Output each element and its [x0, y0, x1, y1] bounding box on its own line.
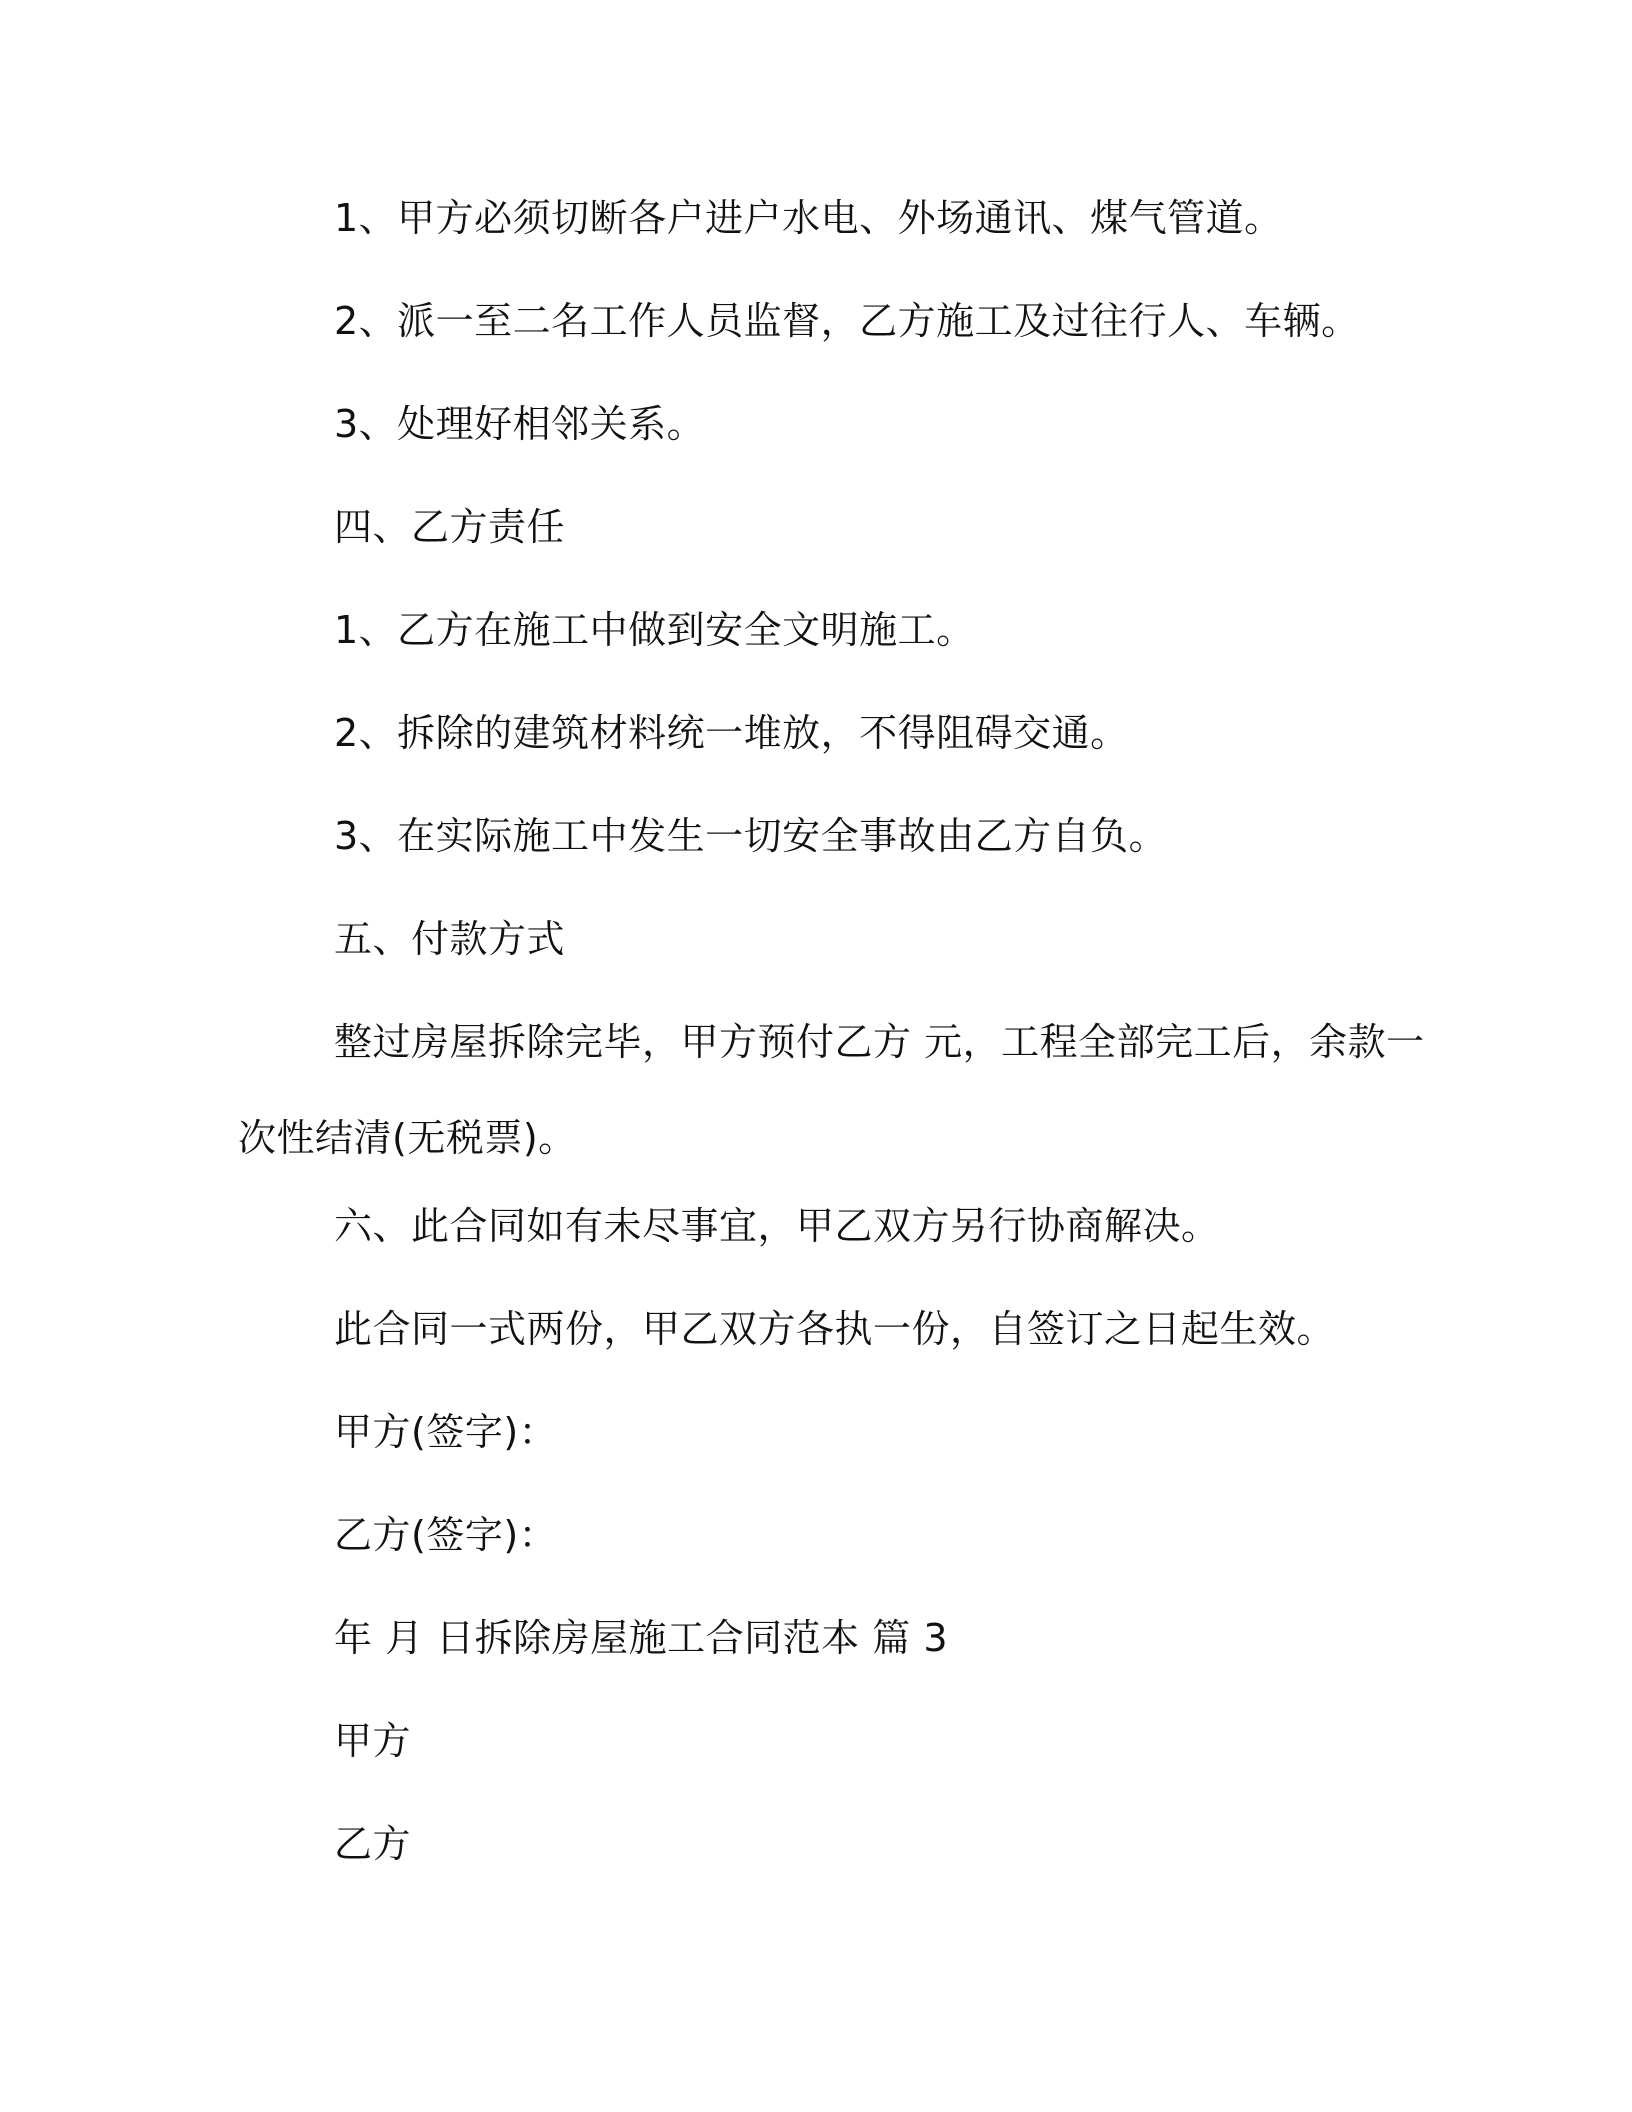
section-heading-party-b-duty: 四、乙方责任: [334, 505, 566, 549]
clause-party-b-2: 2、拆除的建筑材料统一堆放，不得阻碍交通。: [334, 711, 1129, 755]
clause-unresolved-matters: 六、此合同如有未尽事宜，甲乙双方另行协商解决。: [334, 1204, 1220, 1248]
party-b-label: 乙方: [334, 1822, 412, 1866]
payment-paragraph: [238, 1018, 1425, 1162]
date-and-next-title: 年 月 日拆除房屋施工合同范本 篇 3: [334, 1616, 948, 1660]
payment-paragraph-line1: 整过房屋拆除完毕，甲方预付乙方 元，工程全部完工后，余款一: [334, 1020, 1425, 1064]
clause-copies: 此合同一式两份，甲乙双方各执一份，自签订之日起生效。: [334, 1307, 1336, 1351]
payment-paragraph-line2: 次性结清(无税票)。: [238, 1116, 577, 1160]
clause-party-b-1: 1、乙方在施工中做到安全文明施工。: [334, 608, 975, 652]
clause-party-a-3: 3、处理好相邻关系。: [334, 402, 706, 446]
party-a-label: 甲方: [334, 1719, 412, 1763]
section-heading-payment: 五、付款方式: [334, 917, 566, 961]
clause-party-b-3: 3、在实际施工中发生一切安全事故由乙方自负。: [334, 814, 1168, 858]
signature-party-a: 甲方(签字)：: [334, 1410, 558, 1454]
clause-party-a-2: 2、派一至二名工作人员监督，乙方施工及过往行人、车辆。: [334, 299, 1360, 343]
clause-party-a-1: 1、甲方必须切断各户进户水电、外场通讯、煤气管道。: [334, 196, 1283, 240]
signature-party-b: 乙方(签字)：: [334, 1513, 558, 1557]
